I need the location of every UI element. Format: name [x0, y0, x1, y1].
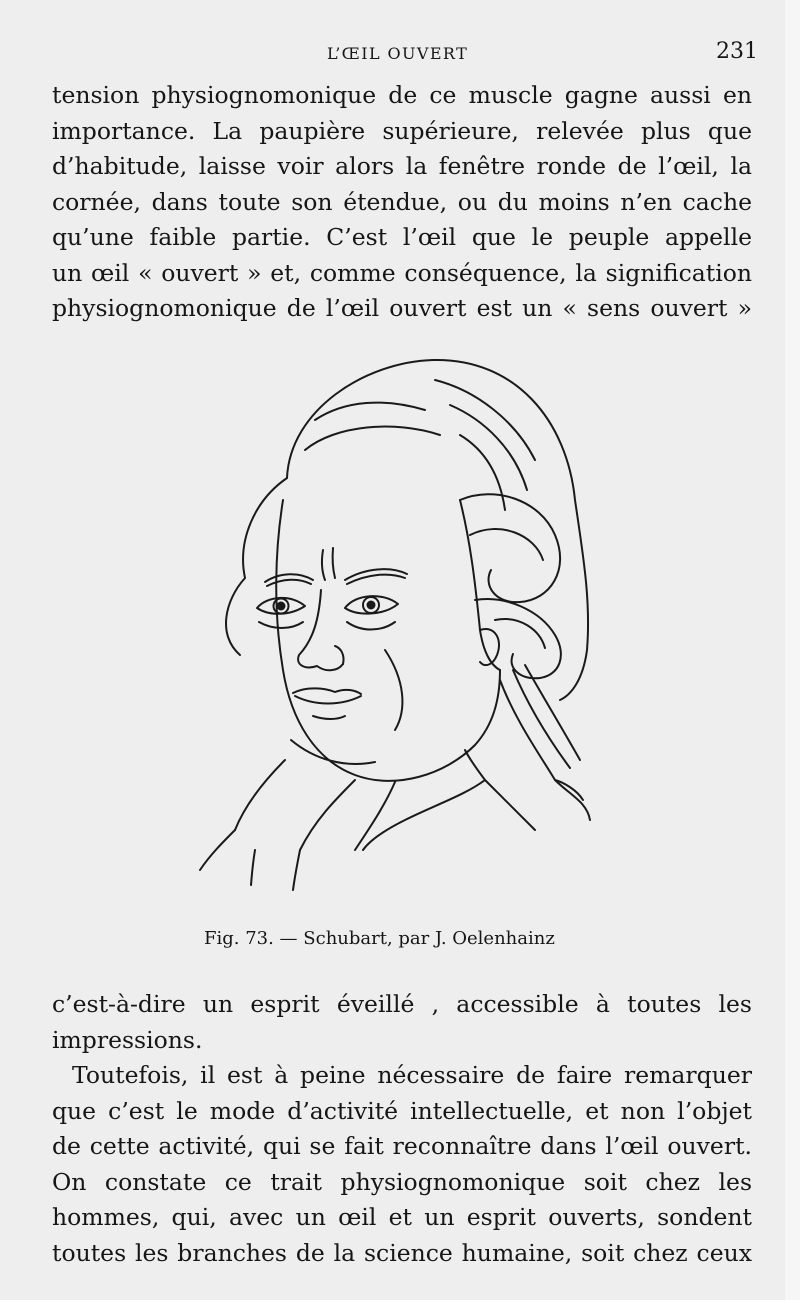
- collar: [235, 760, 285, 830]
- text-line: tension physiognomonique de ce muscle gagne aussi en: [52, 81, 752, 109]
- text-line: Toutefois, il est à peine nécessaire de faire remarquer: [72, 1061, 752, 1089]
- paragraph-top: [52, 78, 752, 327]
- text-line: On constate ce trait physiognomonique soit chez les: [52, 1167, 752, 1196]
- text-line: c’est-à-dire un esprit éveillé , accessible à toutes les: [52, 990, 752, 1018]
- text-line: de cette activité, qui se fait reconnaître dans l’œil ouvert.: [52, 1132, 752, 1160]
- text-line: cornée, dans toute son étendue, ou du moins n’en cache: [52, 187, 752, 216]
- mouth: [293, 688, 361, 694]
- coat: [200, 830, 235, 870]
- running-head: L’ŒIL OUVERT: [327, 44, 469, 63]
- page-edge: [785, 0, 800, 1300]
- text-line: toutes les branches de la science humaine, soit chez ceux: [52, 1238, 752, 1267]
- text-line: impressions.: [52, 1025, 203, 1054]
- figure-caption: Fig. 73. — Schubart, par J. Oelenhainz: [204, 928, 555, 949]
- text-line: physiognomonique de l’œil ouvert est un « sens ouvert »: [52, 294, 752, 322]
- text-line: d’habitude, laisse voir alors la fenêtre ronde de l’œil, la: [52, 152, 752, 180]
- paragraph-bottom: [52, 987, 752, 1271]
- text-line: importance. La paupière supérieure, relevée plus que: [52, 116, 752, 145]
- text-line: hommes, qui, avec un œil et un esprit ouverts, sondent: [52, 1203, 752, 1231]
- text-line: que c’est le mode d’activité intellectuelle, et non l’objet: [52, 1096, 752, 1125]
- nose: [298, 590, 343, 670]
- portrait-illustration: [195, 350, 605, 895]
- text-line: un œil « ouvert » et, comme conséquence, la signification: [52, 258, 752, 287]
- text-line: qu’une faible partie. C’est l’œil que le peuple appelle: [52, 223, 752, 251]
- page-number: 231: [716, 39, 758, 64]
